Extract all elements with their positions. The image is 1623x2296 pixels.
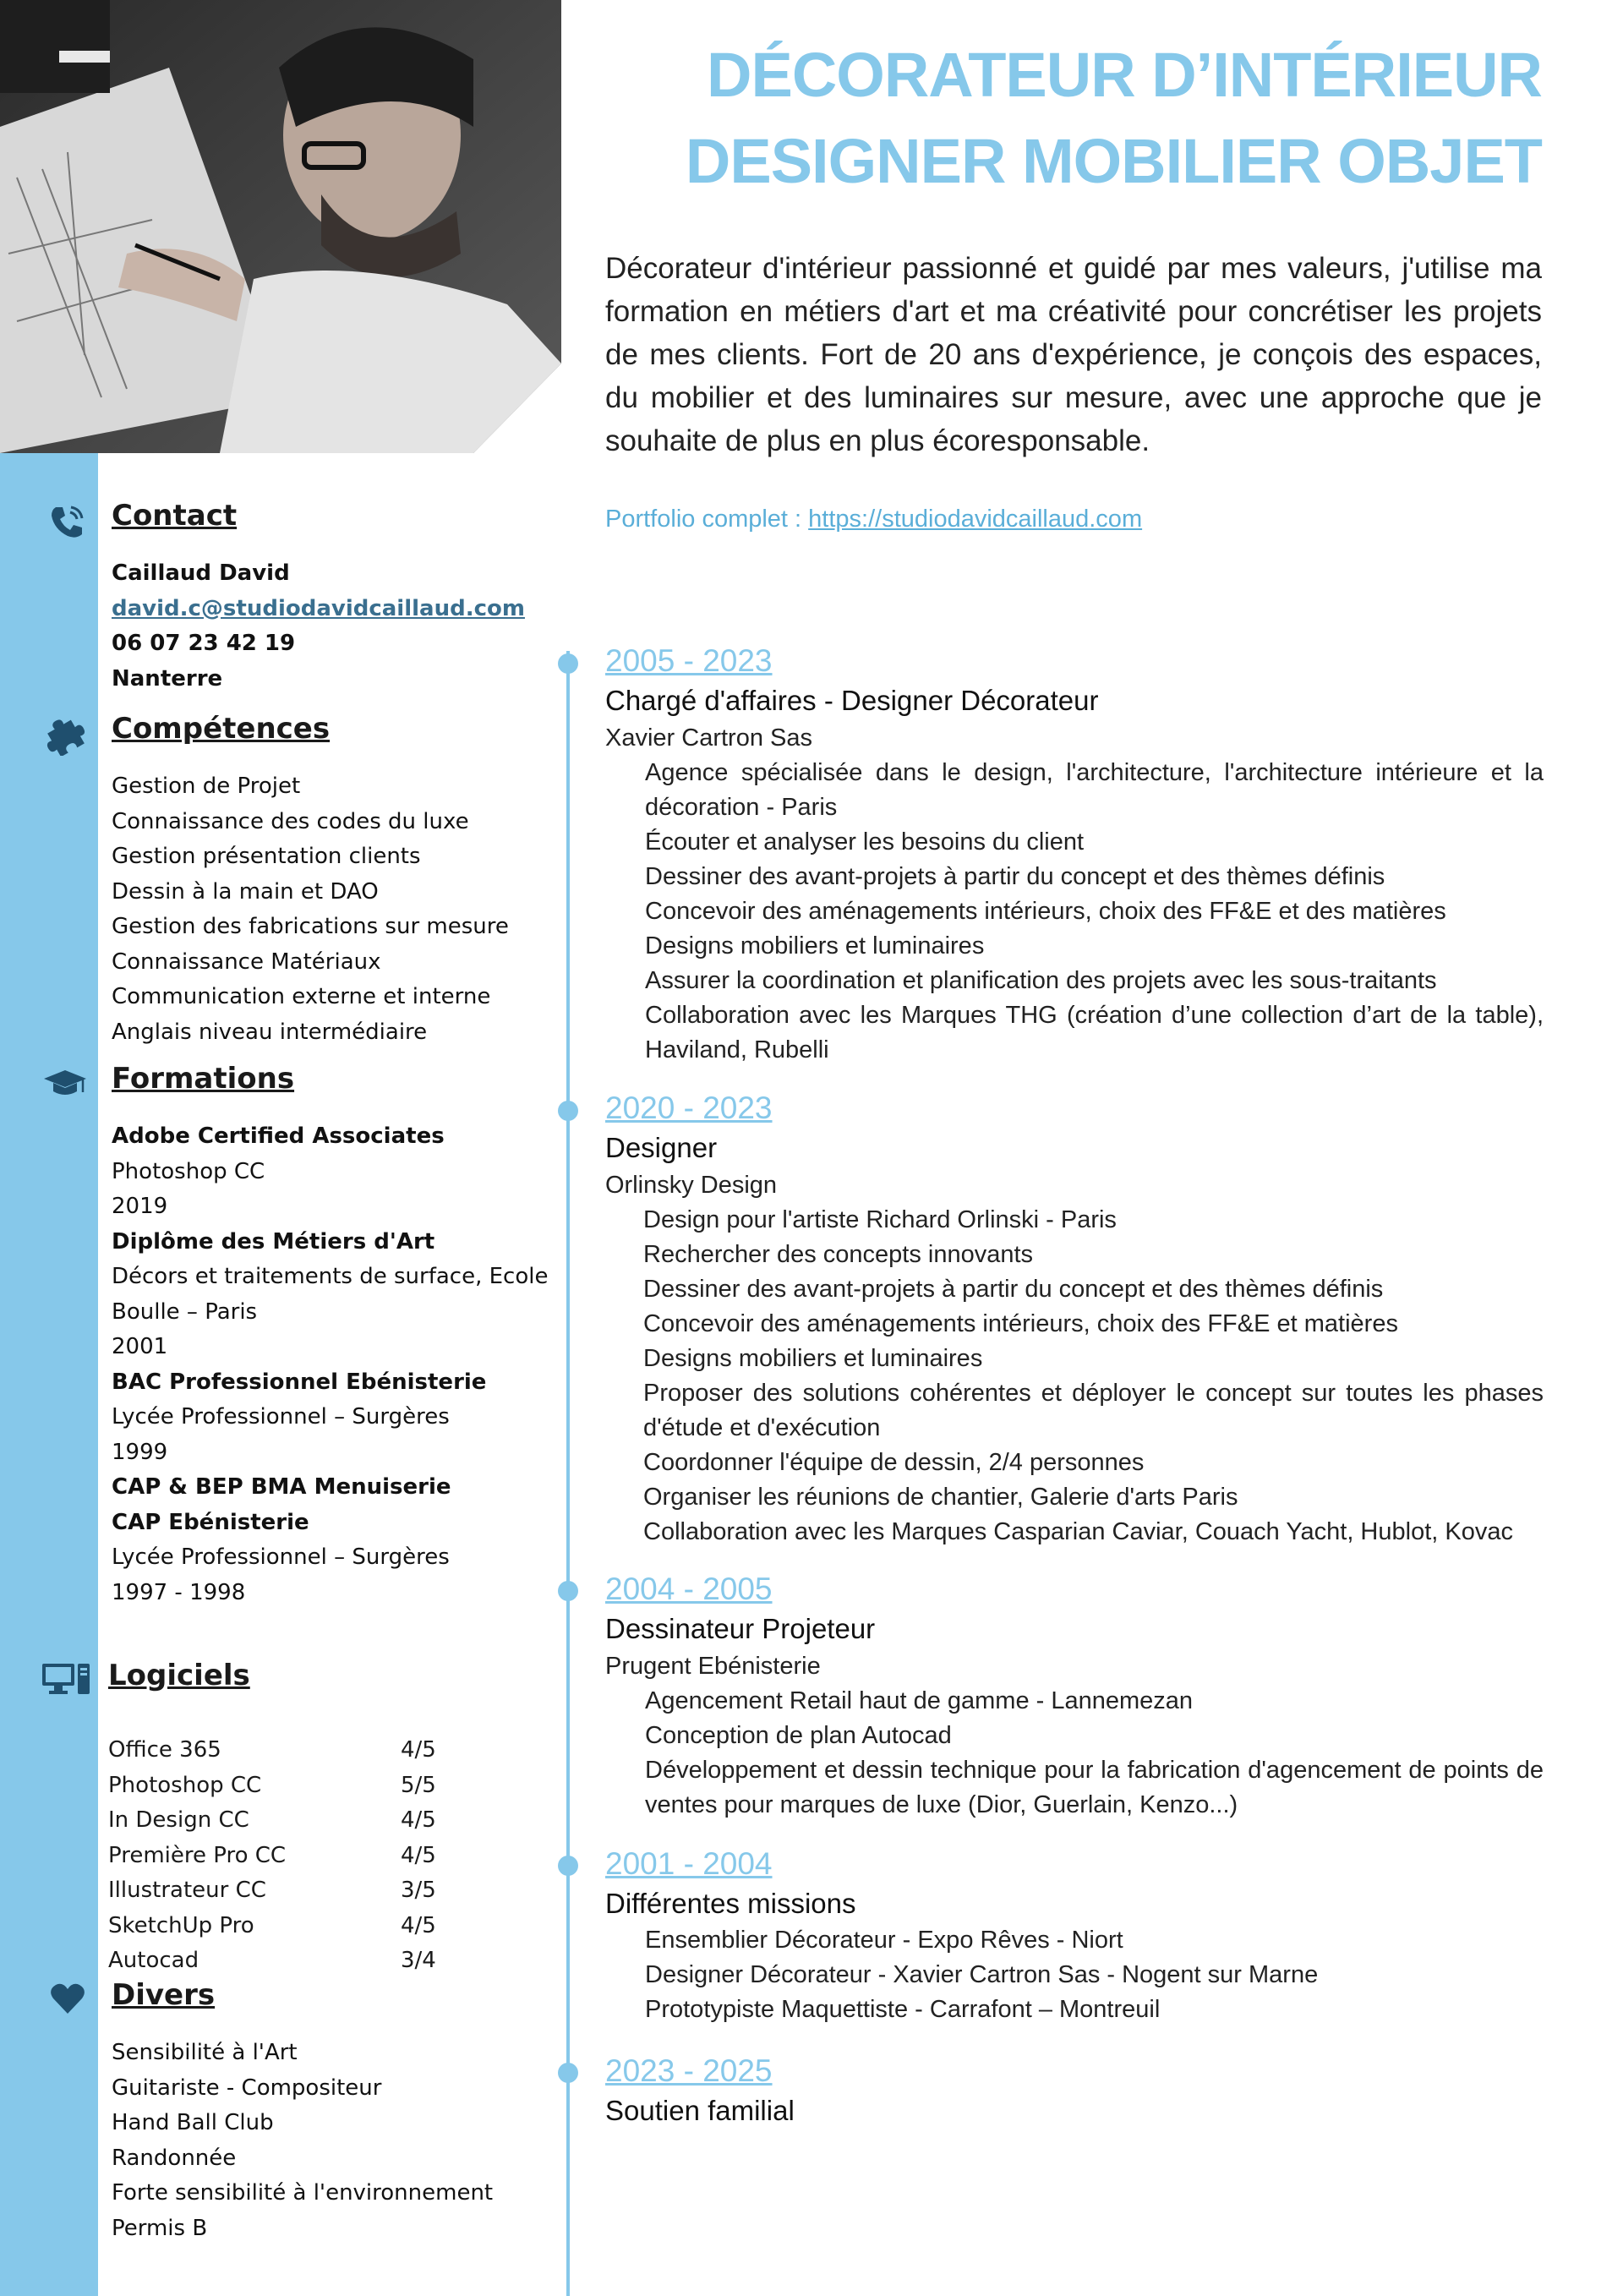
competence-item: Connaissance Matériaux bbox=[112, 948, 381, 975]
experience-task: Dessiner des avant-projets à partir du concept et des thèmes définis bbox=[643, 1276, 1384, 1303]
experience-role: Chargé d'affaires - Designer Décorateur bbox=[605, 685, 1099, 716]
experience-task: Collaboration avec les Marques THG (création d’une collection d’art de la table), Haviland, Rubelli bbox=[645, 1002, 1544, 1063]
headline-subtitle: DESIGNER MOBILIER OBJET bbox=[685, 126, 1542, 196]
formation-line: 1999 bbox=[112, 1439, 168, 1465]
competences-list bbox=[112, 769, 509, 1050]
experience-task: Agencement Retail haut de gamme - Lannemezan bbox=[645, 1687, 1194, 1714]
contact-name: Caillaud David bbox=[112, 560, 290, 586]
experience-task: Proposer des solutions cohérentes et déployer le concept sur toutes les phases d'étude et d'exécution bbox=[643, 1380, 1544, 1441]
experience-period: 2004 - 2005 bbox=[605, 1572, 773, 1606]
experience-task: Concevoir des aménagements intérieurs, choix des FF&E et des matières bbox=[645, 898, 1446, 925]
software-score: 4/5 bbox=[401, 1807, 436, 1833]
experience-role: Dessinateur Projeteur bbox=[605, 1613, 876, 1644]
competence-item: Gestion des fabrications sur mesure bbox=[112, 914, 509, 939]
competences-title: Compétences bbox=[112, 712, 331, 746]
experience-task: Designs mobiliers et luminaires bbox=[645, 932, 985, 959]
competence-item: Connaissance des codes du luxe bbox=[112, 808, 469, 834]
contact-email[interactable]: david.c@studiodavidcaillaud.com bbox=[112, 595, 525, 621]
software-row bbox=[108, 1909, 446, 1944]
software-name: SketchUp Pro bbox=[108, 1912, 254, 1938]
contact-title: Contact bbox=[112, 499, 238, 533]
formation-line: Lycée Professionnel – Surgères bbox=[112, 1404, 450, 1430]
heart-icon bbox=[49, 1980, 86, 2017]
experience-task: Développement et dessin technique pour la fabrication d'agencement de points de ventes pour marques de luxe (Dior, Guerlain, Kenzo...) bbox=[645, 1757, 1544, 1818]
formation-line: CAP & BEP BMA Menuiserie bbox=[112, 1474, 451, 1500]
software-score: 3/5 bbox=[401, 1878, 436, 1903]
timeline-dot bbox=[558, 653, 578, 674]
experience-tasks bbox=[605, 756, 1544, 1068]
experience-task: Ensemblier Décorateur - Expo Rêves - Niort bbox=[645, 1927, 1123, 1954]
formation-line: 1997 - 1998 bbox=[112, 1579, 246, 1605]
formation-line: Boulle – Paris bbox=[112, 1298, 258, 1325]
software-row bbox=[108, 1839, 446, 1874]
software-name: Première Pro CC bbox=[108, 1842, 287, 1868]
timeline-dot bbox=[558, 1856, 578, 1876]
divers-item: Guitariste - Compositeur bbox=[112, 2075, 382, 2101]
experience-role: Designer bbox=[605, 1132, 718, 1163]
portfolio-label: Portfolio complet : bbox=[605, 506, 809, 533]
formations-title: Formations bbox=[112, 1062, 295, 1096]
experience-tasks bbox=[605, 1203, 1544, 1550]
competence-item: Anglais niveau intermédiaire bbox=[112, 1019, 428, 1045]
experience-item bbox=[605, 1088, 1544, 1550]
divers-item: Permis B bbox=[112, 2215, 208, 2241]
software-score: 3/4 bbox=[401, 1948, 436, 1973]
experience-task: Concevoir des aménagements intérieurs, choix des FF&E et matières bbox=[643, 1310, 1398, 1337]
contact-phone: 06 07 23 42 19 bbox=[112, 631, 296, 656]
experience-task: Coordonner l'équipe de dessin, 2/4 personnes bbox=[643, 1449, 1145, 1476]
software-score: 4/5 bbox=[401, 1912, 436, 1938]
experience-task: Designer Décorateur - Xavier Cartron Sas - Nogent sur Marne bbox=[645, 1961, 1319, 1988]
divers-item: Sensibilité à l'Art bbox=[112, 2040, 298, 2065]
experience-item bbox=[605, 2051, 1544, 2130]
formation-line: Adobe Certified Associates bbox=[112, 1123, 445, 1149]
experience-task: Prototypiste Maquettiste - Carrafont – Montreuil bbox=[645, 1996, 1161, 2023]
experience-item bbox=[605, 641, 1544, 1068]
divers-item: Randonnée bbox=[112, 2145, 237, 2171]
experience-role: Soutien familial bbox=[605, 2095, 795, 2126]
logiciels-title: Logiciels bbox=[108, 1659, 250, 1692]
portfolio-link[interactable]: https://studiodavidcaillaud.com bbox=[808, 506, 1143, 533]
formation-line: Lycée Professionnel – Surgères bbox=[112, 1544, 450, 1570]
software-name: Photoshop CC bbox=[108, 1772, 262, 1798]
formation-line: Diplôme des Métiers d'Art bbox=[112, 1228, 435, 1255]
experience-period: 2001 - 2004 bbox=[605, 1846, 773, 1881]
experience-item bbox=[605, 1844, 1544, 2027]
experience-task: Dessiner des avant-projets à partir du concept et des thèmes définis bbox=[645, 863, 1385, 890]
software-row bbox=[108, 1943, 446, 1979]
formation-line: Décors et traitements de surface, Ecole bbox=[112, 1264, 549, 1289]
software-name: Illustrateur CC bbox=[108, 1878, 266, 1903]
experience-period: 2020 - 2023 bbox=[605, 1091, 773, 1125]
phone-icon bbox=[46, 500, 88, 543]
experience-task: Rechercher des concepts innovants bbox=[643, 1241, 1034, 1268]
experience-task: Agence spécialisée dans le design, l'architecture, l'architecture intérieure et la décoration - Paris bbox=[645, 759, 1544, 821]
software-row bbox=[108, 1768, 446, 1804]
puzzle-icon bbox=[44, 713, 86, 756]
experience-role: Différentes missions bbox=[605, 1888, 856, 1919]
competence-item: Dessin à la main et DAO bbox=[112, 878, 379, 905]
experience-tasks bbox=[605, 1923, 1544, 2027]
formation-line: Photoshop CC bbox=[112, 1158, 265, 1184]
divers-item: Forte sensibilité à l'environnement bbox=[112, 2180, 494, 2206]
experience-period: 2005 - 2023 bbox=[605, 643, 773, 678]
logiciels-list bbox=[108, 1733, 446, 1979]
formation-line: 2001 bbox=[112, 1334, 168, 1359]
formations-list bbox=[112, 1119, 548, 1610]
experience-task: Organiser les réunions de chantier, Galerie d'arts Paris bbox=[643, 1484, 1238, 1511]
profile-photo bbox=[0, 0, 561, 453]
experience-tasks bbox=[605, 1684, 1544, 1823]
experience-task: Collaboration avec les Marques Casparian Caviar, Couach Yacht, Hublot, Kovac bbox=[643, 1518, 1513, 1545]
competence-item: Gestion de Projet bbox=[112, 774, 301, 799]
software-row bbox=[108, 1803, 446, 1839]
graduation-cap-icon bbox=[44, 1062, 86, 1104]
software-name: Autocad bbox=[108, 1948, 199, 1973]
competence-item: Gestion présentation clients bbox=[112, 844, 421, 869]
divers-item: Hand Ball Club bbox=[112, 2110, 274, 2135]
software-row bbox=[108, 1873, 446, 1909]
headline-title: DÉCORATEUR D’INTÉRIEUR bbox=[707, 40, 1542, 110]
experience-period: 2023 - 2025 bbox=[605, 2053, 773, 2088]
timeline-dot bbox=[558, 1101, 578, 1121]
competence-item: Communication externe et interne bbox=[112, 984, 491, 1009]
experience-task: Assurer la coordination et planification des projets avec les sous-traitants bbox=[645, 967, 1437, 994]
software-score: 4/5 bbox=[401, 1842, 436, 1868]
formation-line: CAP Ebénisterie bbox=[112, 1509, 309, 1535]
experience-task: Designs mobiliers et luminaires bbox=[643, 1345, 983, 1372]
experience-company: Prugent Ebénisterie bbox=[605, 1653, 821, 1680]
timeline-dot bbox=[558, 2063, 578, 2083]
timeline-line bbox=[566, 651, 570, 2296]
formation-line: BAC Professionnel Ebénisterie bbox=[112, 1369, 487, 1395]
experience-company: Xavier Cartron Sas bbox=[605, 724, 812, 752]
contact-city: Nanterre bbox=[112, 665, 223, 692]
portfolio-line bbox=[605, 506, 1142, 533]
formation-line: 2019 bbox=[112, 1194, 168, 1219]
software-row bbox=[108, 1733, 446, 1768]
experience-task: Écouter et analyser les besoins du client bbox=[645, 828, 1085, 856]
timeline-dot bbox=[558, 1581, 578, 1601]
contact-section bbox=[112, 556, 525, 697]
intro-paragraph: Décorateur d'intérieur passionné et guidé par mes valeurs, j'utilise ma formation en métiers d'art et ma créativité pour concrétiser les projets de mes clients. Fort de 20 ans d'expérience, je conçois des espaces, du mobilier et des luminaires sur mesure, avec une approche que je souhaite de plus en plus écoresponsable. bbox=[605, 252, 1542, 457]
experience-task: Conception de plan Autocad bbox=[645, 1722, 952, 1749]
experience-item bbox=[605, 1569, 1544, 1823]
software-score: 4/5 bbox=[401, 1737, 436, 1763]
software-name: In Design CC bbox=[108, 1807, 249, 1833]
divers-list bbox=[112, 2036, 493, 2246]
divers-title: Divers bbox=[112, 1978, 216, 2012]
software-score: 5/5 bbox=[401, 1772, 436, 1798]
experience-task: Design pour l'artiste Richard Orlinski - Paris bbox=[643, 1206, 1117, 1233]
experience-company: Orlinsky Design bbox=[605, 1172, 778, 1199]
computer-icon bbox=[41, 1657, 91, 1699]
software-name: Office 365 bbox=[108, 1737, 221, 1763]
